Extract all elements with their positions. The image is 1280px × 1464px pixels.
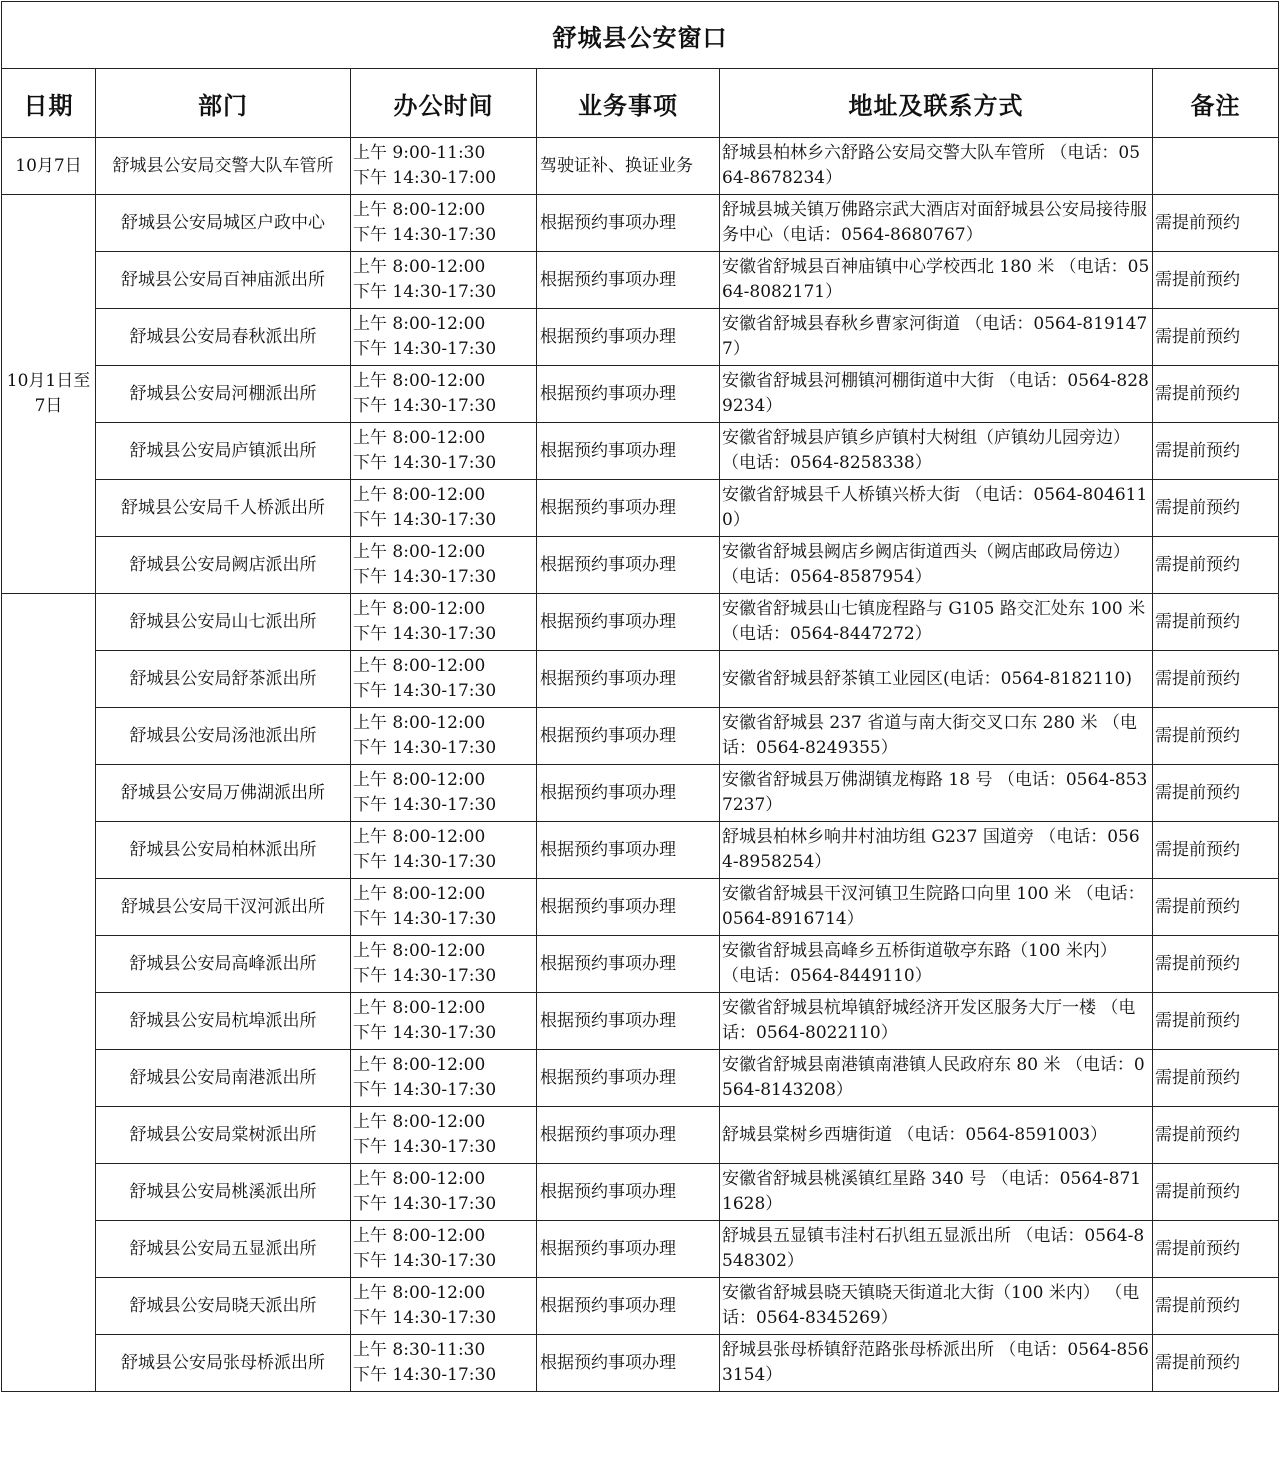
morning-hours: 上午 8:00-12:00 [353,542,486,562]
office-hours-cell [351,822,537,879]
remarks-cell: 需提前预约 [1153,1050,1279,1107]
table-row [2,1335,1279,1392]
department-cell: 舒城县公安局交警大队车管所 [96,138,351,195]
remarks-cell: 需提前预约 [1153,423,1279,480]
header-office-hours: 办公时间 [351,69,537,138]
table-row [2,138,1279,195]
address-contact-cell: 安徽省舒城县河棚镇河棚街道中大街 （电话：0564-8289234） [720,366,1153,423]
table-row [2,1050,1279,1107]
table-row [2,252,1279,309]
business-cell: 根据预约事项办理 [537,936,720,993]
address-contact-cell: 安徽省舒城县百神庙镇中心学校西北 180 米 （电话：0564-8082171） [720,252,1153,309]
office-hours-cell [351,309,537,366]
remarks-cell: 需提前预约 [1153,879,1279,936]
business-cell: 根据预约事项办理 [537,480,720,537]
address-contact-cell: 舒城县柏林乡响井村油坊组 G237 国道旁 （电话：0564-8958254） [720,822,1153,879]
address-contact-cell: 安徽省舒城县桃溪镇红星路 340 号 （电话：0564-8711628） [720,1164,1153,1221]
department-cell: 舒城县公安局庐镇派出所 [96,423,351,480]
morning-hours: 上午 8:00-12:00 [353,713,486,733]
header-address-contact: 地址及联系方式 [720,69,1153,138]
morning-hours: 上午 8:00-12:00 [353,200,486,220]
afternoon-hours: 下午 14:30-17:30 [353,339,497,359]
remarks-cell: 需提前预约 [1153,252,1279,309]
address-contact-cell: 安徽省舒城县晓天镇晓天街道北大街（100 米内） （电话：0564-8345269） [720,1278,1153,1335]
morning-hours: 上午 8:00-12:00 [353,1055,486,1075]
header-date: 日期 [2,69,96,138]
afternoon-hours: 下午 14:30-17:30 [353,852,497,872]
table-row [2,1221,1279,1278]
afternoon-hours: 下午 14:30-17:30 [353,225,497,245]
afternoon-hours: 下午 14:30-17:30 [353,795,497,815]
address-contact-cell: 舒城县棠树乡西塘街道 （电话：0564-8591003） [720,1107,1153,1164]
address-contact-cell: 安徽省舒城县高峰乡五桥街道敬亭东路（100 米内） （电话：0564-8449110） [720,936,1153,993]
office-hours-cell [351,252,537,309]
morning-hours: 上午 8:00-12:00 [353,1169,486,1189]
morning-hours: 上午 8:00-12:00 [353,314,486,334]
office-hours-cell [351,1050,537,1107]
business-cell: 根据预约事项办理 [537,537,720,594]
morning-hours: 上午 8:00-12:00 [353,371,486,391]
table-row [2,195,1279,252]
remarks-cell: 需提前预约 [1153,765,1279,822]
remarks-cell: 需提前预约 [1153,822,1279,879]
table-row [2,423,1279,480]
address-contact-cell: 安徽省舒城县干汊河镇卫生院路口向里 100 米 （电话：0564-8916714） [720,879,1153,936]
business-cell: 根据预约事项办理 [537,708,720,765]
header-business: 业务事项 [537,69,720,138]
department-cell: 舒城县公安局阙店派出所 [96,537,351,594]
remarks-cell: 需提前预约 [1153,366,1279,423]
department-cell: 舒城县公安局五显派出所 [96,1221,351,1278]
morning-hours: 上午 8:00-12:00 [353,257,486,277]
office-hours-cell [351,195,537,252]
department-cell: 舒城县公安局桃溪派出所 [96,1164,351,1221]
afternoon-hours: 下午 14:30-17:30 [353,1308,497,1328]
office-hours-cell [351,1107,537,1164]
department-cell: 舒城县公安局高峰派出所 [96,936,351,993]
morning-hours: 上午 8:00-12:00 [353,656,486,676]
table-row [2,936,1279,993]
afternoon-hours: 下午 14:30-17:30 [353,396,497,416]
remarks-cell: 需提前预约 [1153,1221,1279,1278]
address-contact-cell: 安徽省舒城县万佛湖镇龙梅路 18 号 （电话：0564-8537237） [720,765,1153,822]
department-cell: 舒城县公安局万佛湖派出所 [96,765,351,822]
address-contact-cell: 安徽省舒城县南港镇南港镇人民政府东 80 米 （电话：0564-8143208） [720,1050,1153,1107]
date-cell [2,594,96,1392]
date-cell: 10月7日 [2,138,96,195]
table-row [2,1278,1279,1335]
afternoon-hours: 下午 14:30-17:30 [353,1365,497,1385]
business-cell: 根据预约事项办理 [537,1050,720,1107]
department-cell: 舒城县公安局南港派出所 [96,1050,351,1107]
afternoon-hours: 下午 14:30-17:30 [353,1080,497,1100]
business-cell: 根据预约事项办理 [537,765,720,822]
business-cell: 根据预约事项办理 [537,822,720,879]
business-cell: 根据预约事项办理 [537,1335,720,1392]
business-cell: 根据预约事项办理 [537,309,720,366]
office-hours-cell [351,138,537,195]
morning-hours: 上午 9:00-11:30 [353,143,486,163]
remarks-cell: 需提前预约 [1153,993,1279,1050]
table-title: 舒城县公安窗口 [2,2,1279,69]
address-contact-cell: 安徽省舒城县杭埠镇舒城经济开发区服务大厅一楼 （电话：0564-8022110） [720,993,1153,1050]
afternoon-hours: 下午 14:30-17:30 [353,510,497,530]
remarks-cell: 需提前预约 [1153,537,1279,594]
department-cell: 舒城县公安局汤池派出所 [96,708,351,765]
morning-hours: 上午 8:00-12:00 [353,599,486,619]
police-window-table [1,1,1279,1392]
office-hours-cell [351,1164,537,1221]
address-contact-cell: 舒城县柏林乡六舒路公安局交警大队车管所 （电话：0564-8678234） [720,138,1153,195]
table-row [2,879,1279,936]
address-contact-cell: 安徽省舒城县舒茶镇工业园区(电话：0564-8182110) [720,651,1153,708]
department-cell: 舒城县公安局棠树派出所 [96,1107,351,1164]
afternoon-hours: 下午 14:30-17:30 [353,738,497,758]
office-hours-cell [351,1278,537,1335]
header-department: 部门 [96,69,351,138]
morning-hours: 上午 8:00-12:00 [353,770,486,790]
remarks-cell: 需提前预约 [1153,309,1279,366]
afternoon-hours: 下午 14:30-17:30 [353,282,497,302]
business-cell: 根据预约事项办理 [537,1221,720,1278]
table-row [2,366,1279,423]
business-cell: 根据预约事项办理 [537,993,720,1050]
remarks-cell: 需提前预约 [1153,1107,1279,1164]
department-cell: 舒城县公安局干汊河派出所 [96,879,351,936]
table-row [2,537,1279,594]
remarks-cell: 需提前预约 [1153,594,1279,651]
remarks-cell: 需提前预约 [1153,936,1279,993]
office-hours-cell [351,366,537,423]
address-contact-cell: 安徽省舒城县阙店乡阙店街道西头（阙店邮政局傍边） （电话：0564-8587954） [720,537,1153,594]
office-hours-cell [351,879,537,936]
address-contact-cell: 舒城县城关镇万佛路宗武大酒店对面舒城县公安局接待服务中心（电话：0564-8680767） [720,195,1153,252]
office-hours-cell [351,651,537,708]
table-row [2,309,1279,366]
business-cell: 根据预约事项办理 [537,423,720,480]
remarks-cell: 需提前预约 [1153,480,1279,537]
business-cell: 驾驶证补、换证业务 [537,138,720,195]
office-hours-cell [351,423,537,480]
morning-hours: 上午 8:00-12:00 [353,1283,486,1303]
address-contact-cell: 安徽省舒城县庐镇乡庐镇村大树组（庐镇幼儿园旁边） （电话：0564-8258338） [720,423,1153,480]
afternoon-hours: 下午 14:30-17:30 [353,1137,497,1157]
table-row [2,651,1279,708]
morning-hours: 上午 8:00-12:00 [353,998,486,1018]
remarks-cell: 需提前预约 [1153,195,1279,252]
department-cell: 舒城县公安局张母桥派出所 [96,1335,351,1392]
table-row [2,765,1279,822]
business-cell: 根据预约事项办理 [537,594,720,651]
department-cell: 舒城县公安局山七派出所 [96,594,351,651]
address-contact-cell: 安徽省舒城县 237 省道与南大街交叉口东 280 米 （电话：0564-8249355） [720,708,1153,765]
afternoon-hours: 下午 14:30-17:30 [353,624,497,644]
afternoon-hours: 下午 14:30-17:30 [353,966,497,986]
remarks-cell: 需提前预约 [1153,1164,1279,1221]
business-cell: 根据预约事项办理 [537,651,720,708]
remarks-cell [1153,138,1279,195]
department-cell: 舒城县公安局舒茶派出所 [96,651,351,708]
department-cell: 舒城县公安局柏林派出所 [96,822,351,879]
afternoon-hours: 下午 14:30-17:00 [353,168,497,188]
office-hours-cell [351,765,537,822]
office-hours-cell [351,993,537,1050]
department-cell: 舒城县公安局百神庙派出所 [96,252,351,309]
morning-hours: 上午 8:00-12:00 [353,941,486,961]
address-contact-cell: 安徽省舒城县千人桥镇兴桥大街 （电话：0564-8046110） [720,480,1153,537]
remarks-cell: 需提前预约 [1153,651,1279,708]
header-remarks: 备注 [1153,69,1279,138]
afternoon-hours: 下午 14:30-17:30 [353,1194,497,1214]
business-cell: 根据预约事项办理 [537,195,720,252]
department-cell: 舒城县公安局春秋派出所 [96,309,351,366]
office-hours-cell [351,1221,537,1278]
remarks-cell: 需提前预约 [1153,1278,1279,1335]
business-cell: 根据预约事项办理 [537,1164,720,1221]
business-cell: 根据预约事项办理 [537,879,720,936]
department-cell: 舒城县公安局千人桥派出所 [96,480,351,537]
afternoon-hours: 下午 14:30-17:30 [353,453,497,473]
address-contact-cell: 舒城县张母桥镇舒范路张母桥派出所 （电话：0564-8563154） [720,1335,1153,1392]
office-hours-cell [351,537,537,594]
business-cell: 根据预约事项办理 [537,252,720,309]
remarks-cell: 需提前预约 [1153,708,1279,765]
date-cell: 10月1日至7日 [2,195,96,594]
office-hours-cell [351,936,537,993]
department-cell: 舒城县公安局杭埠派出所 [96,993,351,1050]
morning-hours: 上午 8:00-12:00 [353,1226,486,1246]
afternoon-hours: 下午 14:30-17:30 [353,909,497,929]
morning-hours: 上午 8:00-12:00 [353,884,486,904]
morning-hours: 上午 8:00-12:00 [353,428,486,448]
address-contact-cell: 舒城县五显镇韦洼村石扒组五显派出所 （电话：0564-8548302） [720,1221,1153,1278]
afternoon-hours: 下午 14:30-17:30 [353,1023,497,1043]
address-contact-cell: 安徽省舒城县春秋乡曹家河街道 （电话：0564-8191477） [720,309,1153,366]
table-body [2,138,1279,1392]
office-hours-cell [351,1335,537,1392]
business-cell: 根据预约事项办理 [537,1107,720,1164]
table-row [2,1164,1279,1221]
office-hours-cell [351,708,537,765]
business-cell: 根据预约事项办理 [537,1278,720,1335]
address-contact-cell: 安徽省舒城县山七镇庞程路与 G105 路交汇处东 100 米 （电话：0564-8447272） [720,594,1153,651]
business-cell: 根据预约事项办理 [537,366,720,423]
table-row [2,708,1279,765]
morning-hours: 上午 8:00-12:00 [353,485,486,505]
afternoon-hours: 下午 14:30-17:30 [353,567,497,587]
table-row [2,822,1279,879]
morning-hours: 上午 8:00-12:00 [353,1112,486,1132]
department-cell: 舒城县公安局晓天派出所 [96,1278,351,1335]
remarks-cell: 需提前预约 [1153,1335,1279,1392]
table-row [2,594,1279,651]
department-cell: 舒城县公安局城区户政中心 [96,195,351,252]
afternoon-hours: 下午 14:30-17:30 [353,1251,497,1271]
afternoon-hours: 下午 14:30-17:30 [353,681,497,701]
table-row [2,480,1279,537]
morning-hours: 上午 8:30-11:30 [353,1340,486,1360]
office-hours-cell [351,594,537,651]
office-hours-cell [351,480,537,537]
table-row [2,1107,1279,1164]
department-cell: 舒城县公安局河棚派出所 [96,366,351,423]
table-row [2,993,1279,1050]
morning-hours: 上午 8:00-12:00 [353,827,486,847]
